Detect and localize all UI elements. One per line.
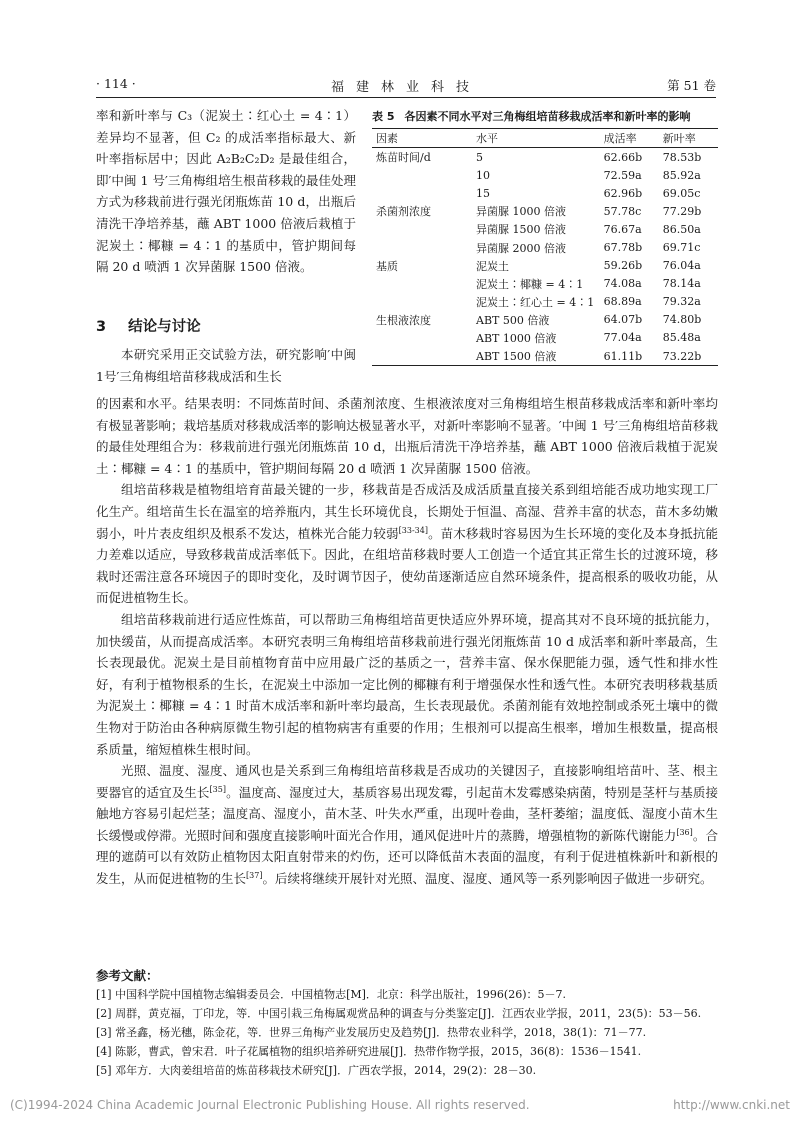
cell-newleaf: 85.48a	[662, 331, 701, 345]
table-row	[372, 220, 718, 238]
cell-factor: 炼苗时间/d	[376, 151, 431, 165]
source-link[interactable]: http://www.cnki.net	[673, 1098, 790, 1112]
cell-survival: 74.08a	[603, 277, 642, 291]
body-text	[96, 393, 718, 890]
cell-factor: 生根液浓度	[376, 313, 431, 327]
cell-level: 异菌脲 2000 倍液	[476, 241, 567, 255]
col-new-leaf-rate: 新叶率	[662, 132, 696, 145]
cell-newleaf: 69.71c	[662, 241, 701, 255]
cell-survival: 57.78c	[603, 204, 642, 218]
cell-factor	[372, 275, 476, 293]
table-5	[372, 128, 718, 366]
table-row	[372, 275, 718, 293]
copyright-notice: (C)1994-2024 China Academic Journal Electronic Publishing House. All rights reserved.	[10, 1098, 530, 1112]
cell-newleaf: 73.22b	[662, 349, 702, 363]
cell-level: 5	[476, 150, 484, 164]
page-number: · 114 ·	[96, 76, 136, 91]
body-paragraph-1: 的因素和水平。结果表明：不同炼苗时间、杀菌剂浓度、生根液浓度对三角梅组培生根苗移栽成活率和新叶率均有极显著影响；栽培基质对移栽成活率的影响达极显著水平，对新叶率影响不显著。′中闽 1 号′三角梅组培苗移栽的最佳处理组合为：移栽前进行强光闭瓶炼苗 10 d，出瓶后清洗干净培养基，蘸 ABT 1000 倍液后栽植于泥炭土∶椰糠 = 4∶1 的基质中，管护期间每隔 20 d 喷洒 1 次异菌脲 1500 倍液。	[96, 396, 718, 476]
table-row	[372, 293, 718, 311]
body-paragraph-2	[96, 479, 718, 609]
left-column	[96, 105, 356, 278]
cell-factor	[372, 347, 476, 366]
cell-factor	[372, 166, 476, 184]
header-rule	[96, 97, 716, 98]
reference-item: [3] 常圣鑫，杨光穗，陈金花，等．世界三角梅产业发展历史及趋势[J]．热带农业科学，2018，38(1)：71－77.	[96, 1026, 647, 1039]
cell-factor	[372, 184, 476, 202]
cell-newleaf: 79.32a	[662, 295, 701, 309]
cell-factor	[372, 220, 476, 238]
cell-factor: 基质	[376, 259, 398, 273]
section-heading	[96, 315, 201, 336]
cell-level: ABT 1500 倍液	[476, 350, 557, 364]
cell-factor	[372, 293, 476, 311]
body-paragraph-4-text-3: 。合理的遮荫可以有效防止植物因太阳直射带来的灼伤，还可以降低苗木表面的温度，有利于促进植株新叶和新根的发生，从而促进植物的生长	[96, 827, 718, 887]
cell-survival: 61.11b	[603, 349, 643, 363]
cell-level: 泥炭土∶椰糠 = 4∶1	[476, 277, 584, 291]
body-paragraph-2-text: 组培苗移栽是植物组培育苗最关键的一步，移栽苗是否成活及成活质量直接关系到组培能否成功地实现工厂化生产。组培苗生长在温室的培养瓶内，其生长环境优良，长期处于恒温、高湿、营养丰富的状态，苗木多幼嫩弱小，叶片表皮组织及根系不发达，植株光合能力较弱	[96, 482, 718, 541]
cell-newleaf: 86.50a	[662, 222, 701, 236]
cell-level: 泥炭土	[476, 259, 510, 273]
cell-survival: 67.78b	[603, 241, 643, 255]
cell-factor	[372, 329, 476, 347]
section-intro	[96, 344, 356, 387]
citation: [33-34]	[398, 525, 428, 535]
table-row	[372, 238, 718, 256]
cell-newleaf: 76.04a	[662, 259, 701, 273]
cell-newleaf: 69.05c	[662, 186, 701, 200]
table-row	[372, 148, 718, 167]
cell-newleaf: 78.14a	[662, 277, 701, 291]
cell-survival: 72.59a	[603, 168, 642, 182]
volume-label: 第 51 卷	[667, 78, 716, 93]
table-number: 表 5	[372, 110, 395, 123]
citation: [35]	[209, 784, 226, 794]
cell-level: ABT 500 倍液	[476, 313, 550, 327]
cell-survival: 68.89a	[603, 295, 642, 309]
references-list	[96, 985, 718, 1080]
citation: [36]	[676, 827, 693, 837]
cell-survival: 62.96b	[603, 186, 643, 200]
references-heading: 参考文献：	[96, 968, 159, 983]
cell-level: 异菌脲 1500 倍液	[476, 223, 567, 237]
section-intro-text: 本研究采用正交试验方法，研究影响′中闽1号′三角梅组培苗移栽成活和生长	[96, 347, 356, 384]
table-row	[372, 257, 718, 275]
left-column-paragraph: 率和新叶率与 C₃（泥炭土∶红心土 = 4∶1）差异均不显著，但 C₂ 的成活率指标最大、新叶率指标居中；因此 A₂B₂C₂D₂ 是最佳组合，即′中闽 1 号′三角梅组培生根苗移栽的最佳处理方式为移栽前进行强光闭瓶炼苗 10 d，出瓶后清洗干净培养基，蘸 ABT 1000 倍液后栽植于泥炭土∶椰糠 = 4∶1 的基质中，管护期间每隔 20 d 喷洒 1 次异菌脲 1500 倍液。	[96, 108, 356, 275]
body-paragraph-2-text-2: 。苗木移栽时容易因为生长环境的变化及本身抵抗能力差难以适应，导致移栽苗成活率低下。因此，在组培苗移栽时要人工创造一个适宜其正常生长的过渡环境，移栽时还需注意各环境因子的即时变化，及时调节因子，使幼苗逐渐适应自然环境条件，提高根系的吸收功能，从而促进植物生长。	[96, 525, 718, 606]
cell-survival: 77.04a	[603, 331, 642, 345]
cell-newleaf: 78.53b	[662, 150, 702, 164]
cell-survival: 59.26b	[603, 259, 643, 273]
reference-item: [4] 陈影，曹武，曾宋君．叶子花属植物的组织培养研究进展[J]．热带作物学报，2015，36(8)：1536－1541.	[96, 1045, 642, 1058]
section-number: 3	[96, 319, 107, 335]
table-row	[372, 311, 718, 329]
cell-level: 异菌脲 1000 倍液	[476, 205, 567, 219]
body-paragraph-4-text: 光照、温度、湿度、通风也是关系到三角梅组培苗移栽是否成功的关键因子，直接影响组培苗叶、茎、根主要器官的适宜及生长	[96, 763, 718, 800]
cell-survival: 76.67a	[603, 222, 642, 236]
citation: [37]	[246, 870, 263, 880]
table-row	[372, 329, 718, 347]
reference-item: [2] 周群，黄克福，丁印龙，等．中国引栽三角梅属观赏品种的调查与分类鉴定[J]．江西农业学报，2011，23(5)：53－56.	[96, 1007, 702, 1020]
table-row	[372, 347, 718, 366]
cell-level: 10	[476, 168, 491, 182]
table-title: 各因素不同水平对三角梅组培苗移栽成活率和新叶率的影响	[404, 110, 691, 123]
body-paragraph-3: 组培苗移栽前进行适应性炼苗，可以帮助三角梅组培苗更快适应外界环境，提高其对不良环境的抵抗能力，加快缓苗，从而提高成活率。本研究表明三角梅组培苗移栽前进行强光闭瓶炼苗 10 d 成活率和新叶率最高，生长表现最优。泥炭土是目前植物育苗中应用最广泛的基质之一，营养丰富、保水保肥能力强，透气性和排水性好，有利于植物根系的生长，在泥炭土中添加一定比例的椰糠有利于增强保水性和透气性。本研究表明移栽基质为泥炭土∶椰糠 = 4∶1 时苗木成活率和新叶率均最高，生长表现最优。杀菌剂能有效地控制或杀死土壤中的微生物对于防治由各种病原微生物引起的植物病害有重要的作用；生根剂可以提高生根率，增加生根数量，提高根系质量，缩短植株生根时间。	[96, 611, 718, 757]
table-row	[372, 202, 718, 220]
cell-factor: 杀菌剂浓度	[376, 205, 431, 219]
reference-item: [5] 邓年方．大肉姜组培苗的炼苗移栽技术研究[J]．广西农学报，2014，29(2)：28－30.	[96, 1064, 537, 1077]
cell-newleaf: 74.80b	[662, 313, 702, 327]
cell-newleaf: 85.92a	[662, 168, 701, 182]
cell-level: 泥炭土∶红心土 = 4∶1	[476, 295, 595, 309]
cell-newleaf: 77.29b	[662, 204, 702, 218]
journal-name: 福建林业科技	[330, 80, 481, 95]
cell-survival: 64.07b	[603, 313, 643, 327]
body-paragraph-4-text-4: 。后续将继续开展针对光照、温度、湿度、通风等一系列影响因子做进一步研究。	[262, 871, 713, 887]
cell-level: 15	[476, 186, 491, 200]
body-paragraph-4	[96, 760, 718, 890]
body-paragraph-4-text-2: 。温度高、湿度过大，基质容易出现发霉，引起苗木发霉感染病菌，特别是茎杆与基质接触地方容易引起烂茎；温度高、湿度小，苗木茎、叶失水严重，出现叶卷曲，茎杆萎缩；温度低、湿度小苗木生长缓慢或停滞。光照时间和强度直接影响叶面光合作用，通风促进叶片的蒸腾，增强植物的新陈代谢能力	[96, 784, 718, 843]
col-level: 水平	[476, 132, 499, 145]
cell-survival: 62.66b	[603, 150, 643, 164]
col-survival-rate: 成活率	[603, 132, 637, 145]
reference-item: [1] 中国科学院中国植物志编辑委员会．中国植物志[M]．北京：科学出版社，1996(26)：5－7.	[96, 988, 566, 1001]
cell-factor	[372, 238, 476, 256]
page-header	[96, 76, 716, 96]
section-title: 结论与讨论	[128, 319, 201, 335]
table-row	[372, 184, 718, 202]
cell-level: ABT 1000 倍液	[476, 331, 557, 345]
table-header-row	[372, 129, 718, 148]
col-factor: 因素	[376, 132, 398, 145]
table-row	[372, 166, 718, 184]
table-caption	[372, 108, 718, 124]
